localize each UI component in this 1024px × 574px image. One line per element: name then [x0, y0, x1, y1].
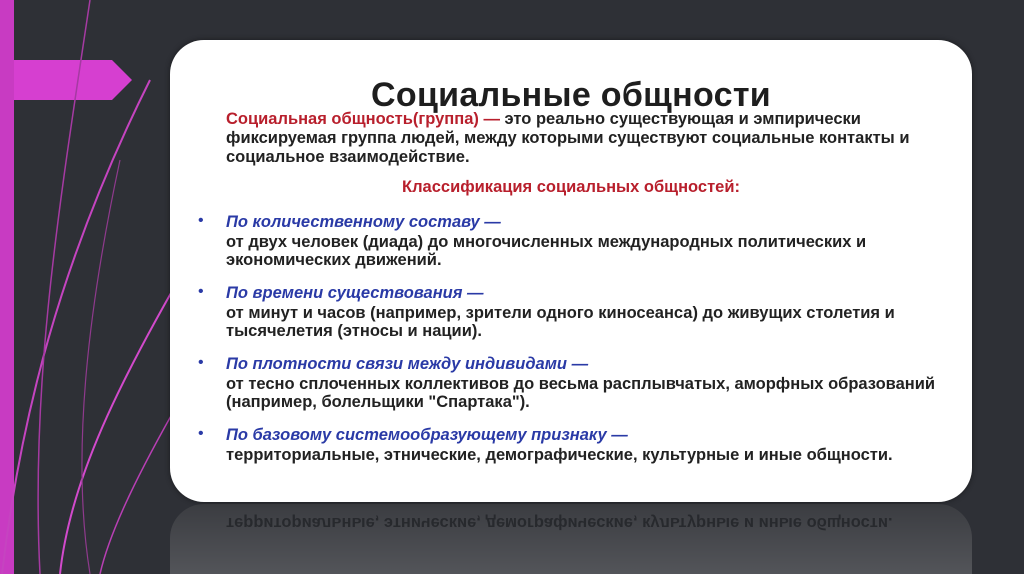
item-title: По плотности связи между индивидами — — [226, 355, 589, 373]
card-reflection — [170, 504, 972, 574]
slide-title: Социальные общности — [371, 76, 771, 114]
bullet-icon: • — [198, 354, 204, 371]
definition-term: Социальная общность(группа) — — [226, 110, 500, 128]
content-card — [170, 40, 972, 502]
definition-text: это реально существующая и эмпирически фиксируемая группа людей, между которыми существуют социальные контакты и социальное взаимодействие. — [226, 110, 910, 166]
list-item — [196, 283, 952, 340]
bullet-icon: • — [198, 425, 204, 442]
bullet-icon: • — [198, 212, 204, 229]
definition-paragraph — [226, 110, 942, 167]
magenta-side-bar — [0, 0, 14, 574]
list-item — [196, 212, 952, 269]
item-title: По времени существования — — [226, 284, 484, 302]
arrow-accent-icon — [14, 60, 132, 100]
item-title: По базовому системообразующему признаку — — [226, 426, 628, 444]
decor-curve-4 — [100, 400, 180, 574]
item-description: территориальные, этнические, демографические, культурные и иные общности. — [226, 446, 893, 464]
bullet-icon: • — [198, 283, 204, 300]
classification-list — [196, 212, 952, 478]
reflection-text: территориальные, этнические, демографические, культурные и иные общности. — [226, 514, 893, 532]
classification-heading: Классификация социальных общностей: — [402, 178, 740, 196]
list-item — [196, 425, 952, 464]
reflection-mirror — [170, 504, 972, 574]
item-description: от тесно сплоченных коллективов до весьма расплывчатых, аморфных образований (например, болельщики "Спартака"). — [226, 375, 936, 411]
item-title: По количественному составу — — [226, 213, 501, 231]
list-item — [196, 354, 952, 411]
item-description: от двух человек (диада) до многочисленных международных политических и экономических движений. — [226, 233, 867, 269]
item-description: от минут и часов (например, зрители одного киносеанса) до живущих столетия и тысячелетия (этносы и нации). — [226, 304, 895, 340]
